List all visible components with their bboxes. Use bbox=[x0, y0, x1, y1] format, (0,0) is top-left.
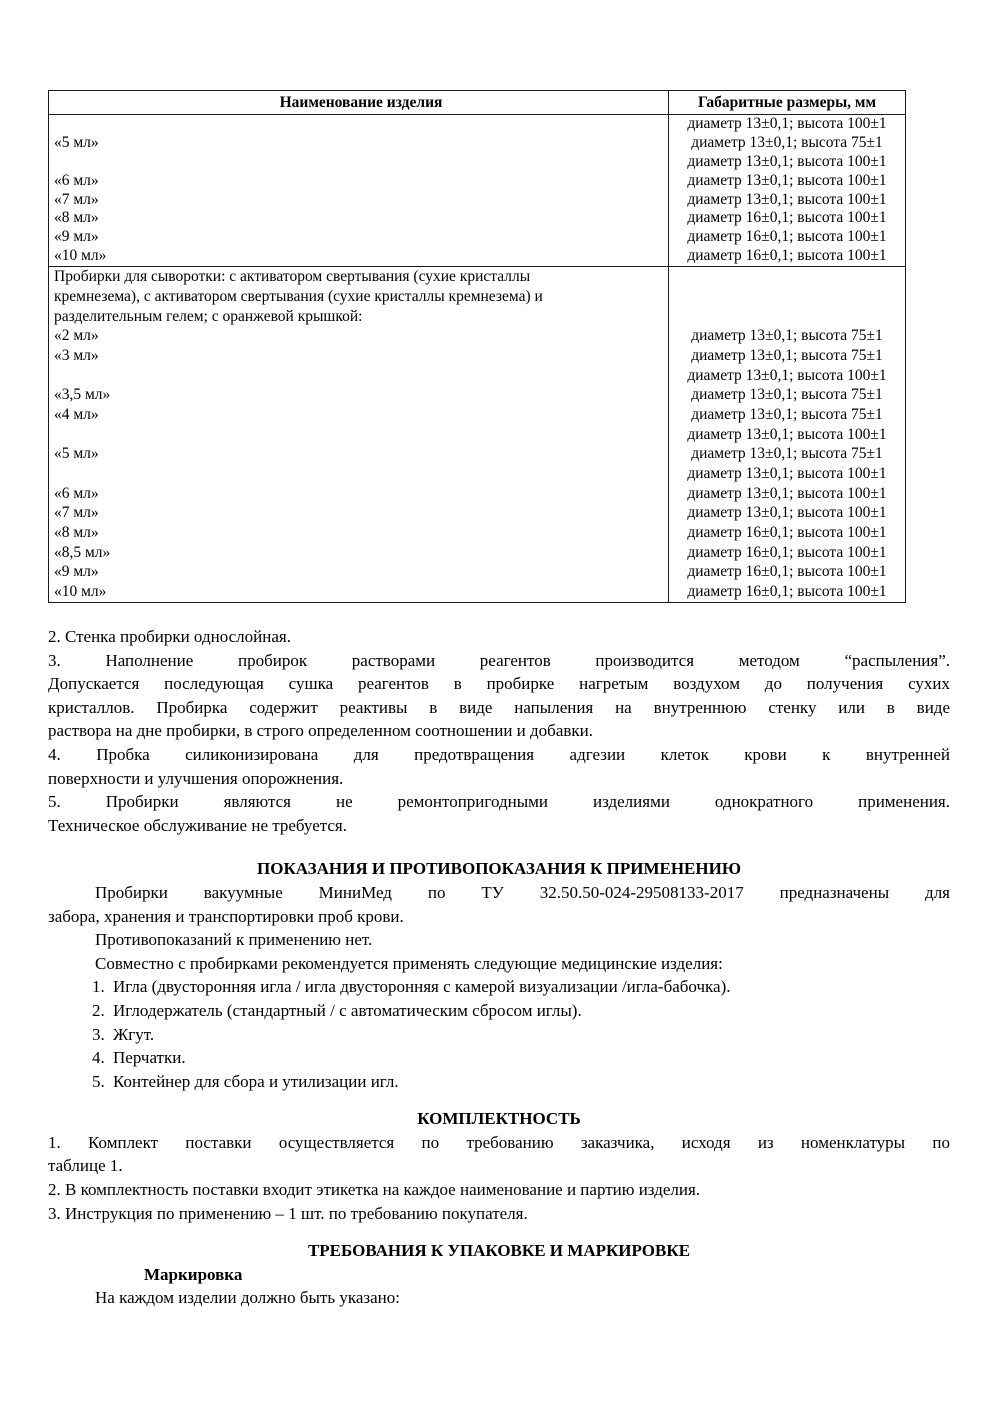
product-name-line bbox=[54, 425, 668, 445]
product-name-line: «6 мл» bbox=[54, 484, 99, 502]
product-name-line: «8 мл» bbox=[54, 524, 99, 542]
dimension-line: диаметр 16±0,1; высота 100±1 bbox=[687, 543, 887, 561]
product-name-cell bbox=[49, 115, 669, 266]
text-line: 5. Пробирки являются не ремонтопригодными изделиями однократного применения. bbox=[48, 792, 950, 812]
paragraph-marking-intro bbox=[48, 1286, 950, 1310]
paragraph-delivery-set bbox=[48, 1131, 950, 1178]
dimension-line: диаметр 13±0,1; высота 100±1 bbox=[687, 115, 887, 132]
dimensions-cell bbox=[669, 267, 905, 602]
product-name-line: «5 мл» bbox=[54, 133, 99, 151]
dimension-line: диаметр 16±0,1; высота 100±1 bbox=[687, 209, 887, 227]
product-name-line: «3 мл» bbox=[54, 346, 99, 364]
product-name-line: «9 мл» bbox=[54, 228, 99, 246]
dimension-line: диаметр 13±0,1; высота 100±1 bbox=[687, 366, 887, 384]
product-name-line: «2 мл» bbox=[54, 327, 99, 345]
table-row-plain-tubes bbox=[49, 114, 905, 266]
table-header-dimensions: Габаритные размеры, мм bbox=[697, 94, 877, 111]
list-item-text: Жгут. bbox=[113, 1024, 155, 1044]
dimension-line: диаметр 13±0,1; высота 100±1 bbox=[687, 504, 887, 522]
dimension-line: диаметр 16±0,1; высота 100±1 bbox=[687, 583, 887, 601]
list-item-needle bbox=[48, 975, 950, 999]
list-item-number: 3. bbox=[92, 1024, 105, 1044]
dimension-line bbox=[669, 287, 905, 307]
product-name-line: «10 мл» bbox=[54, 583, 107, 601]
text-line: 3. Наполнение пробирок растворами реагентов производится методом “распыления”. bbox=[48, 650, 950, 670]
dimension-line: диаметр 13±0,1; высота 100±1 bbox=[687, 484, 887, 502]
product-name-line: кремнезема), с активатором свертывания (сухие кристаллы кремнезема) и bbox=[54, 287, 543, 305]
dimension-line: диаметр 13±0,1; высота 75±1 bbox=[691, 445, 883, 463]
text-line: таблице 1. bbox=[48, 1156, 123, 1176]
dimension-line bbox=[669, 307, 905, 327]
dimension-line: диаметр 13±0,1; высота 100±1 bbox=[687, 152, 887, 170]
section-heading-packaging: ТРЕБОВАНИЯ К УПАКОВКЕ И МАРКИРОВКЕ bbox=[307, 1241, 691, 1261]
product-name-line: «9 мл» bbox=[54, 563, 99, 581]
dimension-line: диаметр 13±0,1; высота 75±1 bbox=[691, 386, 883, 404]
text-line: Противопоказаний к применению нет. bbox=[95, 930, 373, 950]
list-item-container bbox=[48, 1070, 950, 1094]
product-name-line bbox=[54, 464, 668, 484]
document-body bbox=[48, 625, 950, 1310]
text-line: 1. Комплект поставки осуществляется по требованию заказчика, исходя из номенклатуры по bbox=[48, 1132, 950, 1152]
dimension-line: диаметр 13±0,1; высота 100±1 bbox=[687, 425, 887, 443]
dimension-line: диаметр 16±0,1; высота 100±1 bbox=[687, 563, 887, 581]
list-item-gloves bbox=[48, 1046, 950, 1070]
text-line: Допускается последующая сушка реагентов в пробирке нагретым воздухом до получения сухих bbox=[48, 674, 950, 694]
list-item-number: 5. bbox=[92, 1071, 105, 1091]
list-item-number: 2. bbox=[92, 1000, 105, 1020]
section-heading-completeness: КОМПЛЕКТНОСТЬ bbox=[417, 1109, 581, 1129]
text-line: Совместно с пробирками рекомендуется применять следующие медицинские изделия: bbox=[95, 953, 723, 973]
dimension-line: диаметр 16±0,1; высота 100±1 bbox=[687, 247, 887, 265]
product-name-line bbox=[54, 153, 668, 172]
dimension-line: диаметр 16±0,1; высота 100±1 bbox=[687, 228, 887, 246]
product-name-line: разделительным гелем; с оранжевой крышкой: bbox=[54, 307, 363, 325]
text-line: кристаллов. Пробирка содержит реактивы в виде напыления на внутреннюю стенку или в виде bbox=[48, 697, 950, 717]
text-line: 2. В комплектность поставки входит этикетка на каждое наименование и партию изделия. bbox=[48, 1180, 701, 1200]
list-item-text: Перчатки. bbox=[113, 1048, 186, 1068]
dimension-line: диаметр 16±0,1; высота 100±1 bbox=[687, 524, 887, 542]
product-name-line bbox=[54, 366, 668, 386]
product-name-line: «10 мл» bbox=[54, 247, 107, 265]
product-name-line bbox=[54, 115, 668, 134]
dimension-line: диаметр 13±0,1; высота 100±1 bbox=[687, 465, 887, 482]
table-row-serum-tubes bbox=[49, 266, 905, 602]
table-header-row bbox=[49, 91, 905, 114]
product-name-cell bbox=[49, 267, 669, 602]
dimension-line: диаметр 13±0,1; высота 75±1 bbox=[691, 133, 883, 151]
paragraph-instruction bbox=[48, 1202, 950, 1226]
list-item-number: 1. bbox=[92, 977, 105, 997]
list-item-number: 4. bbox=[92, 1048, 105, 1068]
table-header-product-name: Наименование изделия bbox=[49, 91, 669, 114]
list-item-text: Контейнер для сбора и утилизации игл. bbox=[113, 1071, 399, 1091]
text-line: Пробирки вакуумные МиниМед по ТУ 32.50.50-024-29508133-2017 предназначены для bbox=[95, 882, 950, 902]
text-line: 2. Стенка пробирки однослойная. bbox=[48, 627, 291, 646]
product-name-line: «3,5 мл» bbox=[54, 386, 111, 404]
text-line: На каждом изделии должно быть указано: bbox=[95, 1288, 400, 1308]
list-item-text: Иглодержатель (стандартный / с автоматическим сбросом иглы). bbox=[113, 1000, 582, 1020]
section-heading-indications: ПОКАЗАНИЯ И ПРОТИВОПОКАЗАНИЯ К ПРИМЕНЕНИЮ bbox=[257, 859, 741, 879]
product-name-line: «4 мл» bbox=[54, 405, 99, 423]
paragraph-purpose bbox=[48, 881, 950, 928]
dimension-line bbox=[669, 267, 905, 287]
list-item-holder bbox=[48, 999, 950, 1023]
product-name-line: «7 мл» bbox=[54, 504, 99, 522]
product-size-table bbox=[48, 90, 906, 603]
dimension-line: диаметр 13±0,1; высота 75±1 bbox=[691, 405, 883, 423]
text-line: поверхности и улучшения опорожнения. bbox=[48, 768, 344, 788]
text-line: раствора на дне пробирки, в строго определенном соотношении и добавки. bbox=[48, 721, 593, 741]
text-line: забора, хранения и транспортировки проб крови. bbox=[48, 906, 404, 926]
dimension-line: диаметр 13±0,1; высота 100±1 bbox=[687, 171, 887, 189]
paragraph-filling-method bbox=[48, 649, 950, 743]
list-item-text: Игла (двусторонняя игла / игла двусторонняя с камерой визуализации /игла-бабочка). bbox=[113, 977, 731, 997]
paragraph-label bbox=[48, 1178, 950, 1202]
dimension-line: диаметр 13±0,1; высота 75±1 bbox=[691, 346, 883, 364]
product-name-line: «7 мл» bbox=[54, 190, 99, 208]
paragraph-recommended-devices bbox=[48, 952, 950, 976]
text-line: Техническое обслуживание не требуется. bbox=[48, 815, 348, 835]
paragraph-no-contraindications bbox=[48, 928, 950, 952]
text-line: 3. Инструкция по применению – 1 шт. по требованию покупателя. bbox=[48, 1203, 528, 1223]
paragraph-tube-wall bbox=[48, 625, 950, 649]
product-name-line: «6 мл» bbox=[54, 171, 99, 189]
paragraph-single-use bbox=[48, 790, 950, 837]
list-item-tourniquet bbox=[48, 1023, 950, 1047]
dimension-line: диаметр 13±0,1; высота 75±1 bbox=[691, 327, 883, 345]
product-name-line: «8,5 мл» bbox=[54, 543, 111, 561]
paragraph-stopper bbox=[48, 743, 950, 790]
dimensions-cell bbox=[669, 115, 905, 266]
dimension-line: диаметр 13±0,1; высота 100±1 bbox=[687, 190, 887, 208]
text-line: 4. Пробка силиконизирована для предотвращения адгезии клеток крови к внутренней bbox=[48, 744, 950, 764]
subsection-heading-marking: Маркировка bbox=[144, 1264, 243, 1284]
product-name-line: «5 мл» bbox=[54, 445, 99, 463]
product-name-line: Пробирки для сыворотки: с активатором свертывания (сухие кристаллы bbox=[54, 268, 531, 286]
product-name-line: «8 мл» bbox=[54, 209, 99, 227]
